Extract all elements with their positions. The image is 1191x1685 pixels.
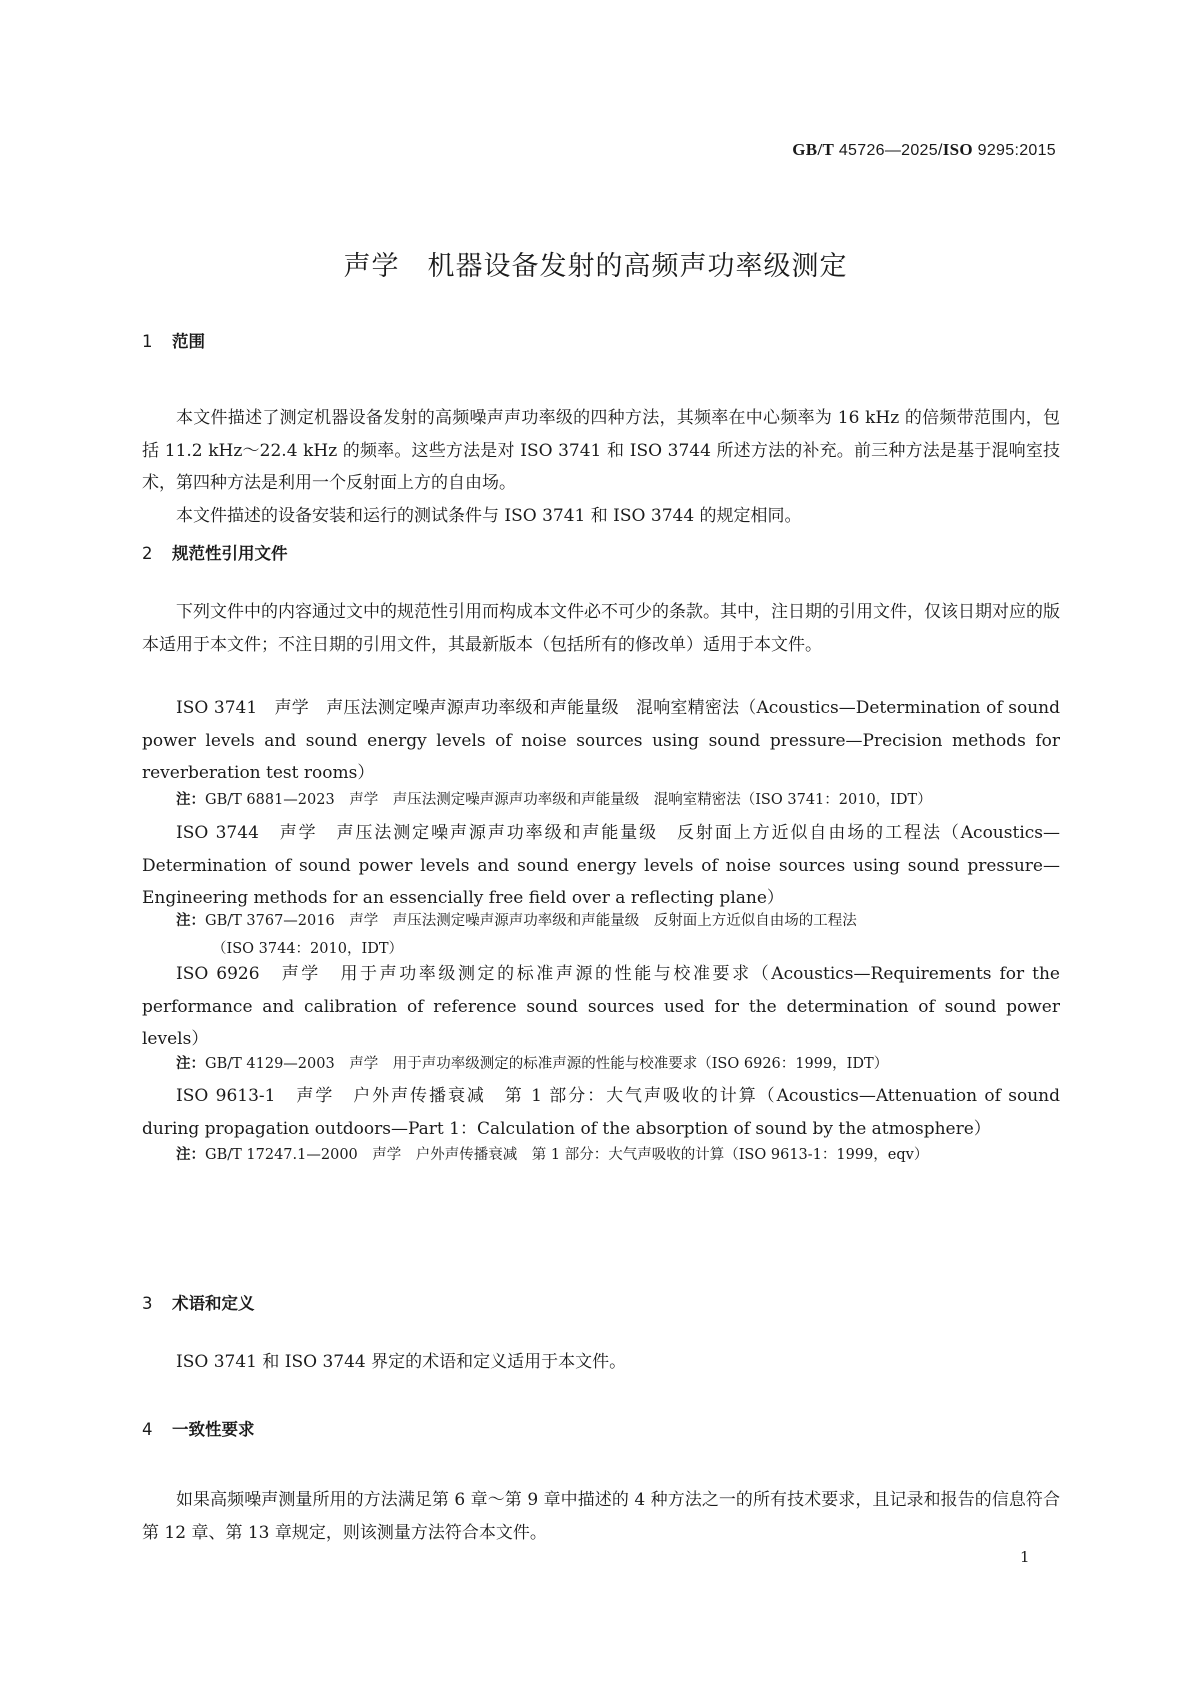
note-label: 注： (176, 792, 205, 808)
note-text: GB/T 17247.1—2000 声学 户外声传播衰减 第 1 部分：大气声吸收的计算（ISO 9613-1：1999，eqv） (205, 1147, 929, 1163)
reference-iso-9613-1: ISO 9613-1 声学 户外声传播衰减 第 1 部分：大气声吸收的计算（Acoustics—Attenuation of sound during propagation outdoors—Part 1：Calculation of the absorption of sound by the atmosphere） (142, 1086, 1060, 1139)
reference-note (176, 907, 1060, 963)
note-label: 注： (176, 913, 205, 929)
section-title: 术语和定义 (172, 1294, 255, 1313)
section-title: 范围 (172, 332, 205, 351)
section-heading-normative-references (142, 540, 288, 564)
section-heading-scope (142, 328, 205, 352)
section-title: 一致性要求 (172, 1420, 255, 1439)
reference-iso-3744: ISO 3744 声学 声压法测定噪声源声功率级和声能量级 反射面上方近似自由场的工程法（Acoustics—Determination of sound power levels and sound energy levels of noise sources using sound pressure—Engineering methods for an essencially free field over a reflecting plane） (142, 823, 1060, 908)
reference-iso-3741: ISO 3741 声学 声压法测定噪声源声功率级和声能量级 混响室精密法（Acoustics—Determination of sound power levels and sound energy levels of noise sources using sound pressure—Precision methods for reverberation test rooms） (142, 698, 1060, 783)
paragraph: 如果高频噪声测量所用的方法满足第 6 章～第 9 章中描述的 4 种方法之一的所有技术要求，且记录和报告的信息符合第 12 章、第 13 章规定，则该测量方法符合本文件。 (142, 1490, 1060, 1543)
section-number: 3 (142, 1294, 153, 1313)
iso-number: 9295:2015 (977, 142, 1056, 159)
note-text: GB/T 6881—2023 声学 声压法测定噪声源声功率级和声能量级 混响室精密法（ISO 3741：2010，IDT） (205, 792, 932, 808)
document-title: 声学 机器设备发射的高频声功率级测定 (343, 251, 848, 282)
reference-note (176, 1050, 1060, 1078)
paragraph: 本文件描述的设备安装和运行的测试条件与 ISO 3741 和 ISO 3744 的规定相同。 (176, 506, 802, 526)
section-number: 4 (142, 1420, 153, 1439)
note-label: 注： (176, 1056, 205, 1072)
note-continuation: （ISO 3744：2010，IDT） (212, 941, 403, 957)
section-title: 规范性引用文件 (172, 544, 288, 563)
paragraph: ISO 3741 和 ISO 3744 界定的术语和定义适用于本文件。 (176, 1352, 627, 1372)
iso-prefix: ISO (942, 140, 973, 159)
standard-number-header (792, 140, 1056, 160)
section-number: 1 (142, 332, 153, 351)
page-number: 1 (1020, 1548, 1030, 1566)
references-intro: 下列文件中的内容通过文中的规范性引用而构成本文件必不可少的条款。其中，注日期的引用文件，仅该日期对应的版本适用于本文件；不注日期的引用文件，其最新版本（包括所有的修改单）适用于本文件。 (142, 602, 1060, 655)
reference-iso-6926: ISO 6926 声学 用于声功率级测定的标准声源的性能与校准要求（Acoustics—Requirements for the performance and calibration of reference sound sources used for the determination of sound power levels） (142, 964, 1060, 1049)
gb-prefix: GB/T (792, 140, 835, 159)
gb-number: 45726—2025/ (838, 142, 943, 159)
note-text: GB/T 3767—2016 声学 声压法测定噪声源声功率级和声能量级 反射面上方近似自由场的工程法 (205, 913, 857, 929)
section-heading-conformance (142, 1416, 255, 1440)
reference-note (176, 1141, 1060, 1169)
reference-note (176, 786, 1060, 814)
section-heading-terms-definitions (142, 1290, 255, 1314)
note-text: GB/T 4129—2003 声学 用于声功率级测定的标准声源的性能与校准要求（ISO 6926：1999，IDT） (205, 1056, 889, 1072)
note-label: 注： (176, 1147, 205, 1163)
paragraph: 本文件描述了测定机器设备发射的高频噪声声功率级的四种方法，其频率在中心频率为 16 kHz 的倍频带范围内，包括 11.2 kHz～22.4 kHz 的频率。这些方法是对 ISO 3741 和 ISO 3744 所述方法的补充。前三种方法是基于混响室技术，第四种方法是利用一个反射面上方的自由场。 (142, 408, 1060, 493)
section-number: 2 (142, 544, 153, 563)
